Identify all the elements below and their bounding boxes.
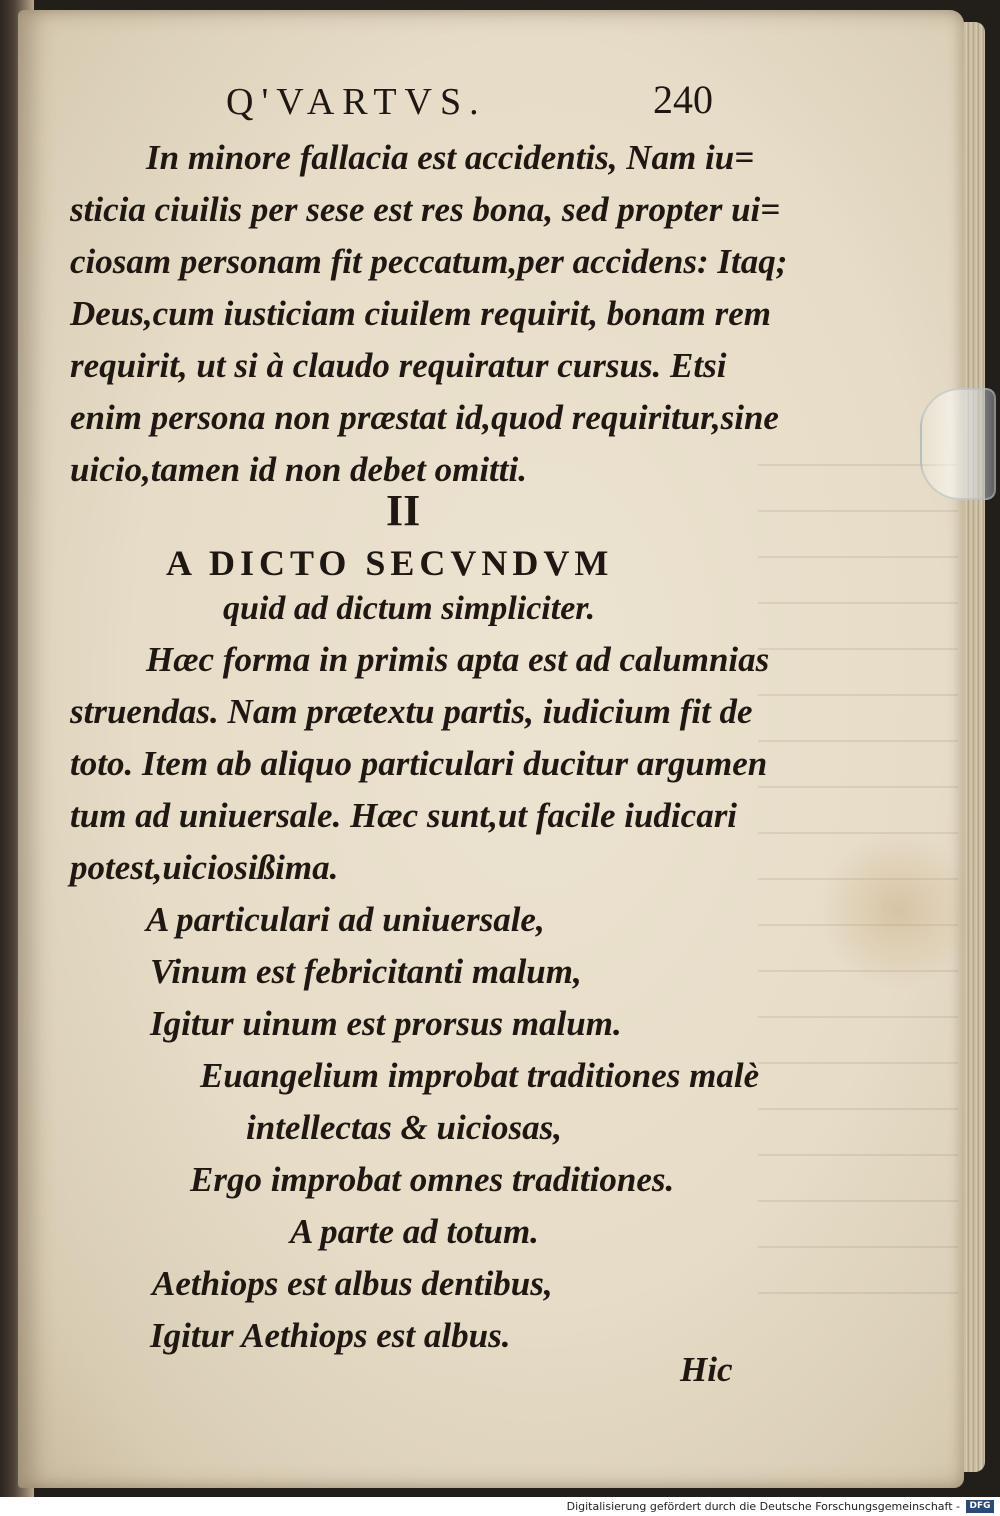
text-line: ciosam personam fit peccatum,per accidens: Itaq; [70,242,788,281]
example-line: Ergo improbat omnes traditiones. [190,1160,675,1199]
catchword: Hic [680,1350,733,1389]
example-line: Igitur uinum est prorsus malum. [150,1004,622,1043]
page-stain [823,825,973,995]
example-line: Igitur Aethiops est albus. [150,1316,511,1355]
text-line: Deus,cum iusticiam ciuilem requirit, bonam rem [70,294,772,333]
example-line: A particulari ad uniuersale, [146,900,545,939]
text-line: tum ad uniuersale. Hæc sunt,ut facile iudicari [70,796,738,835]
text-line: potest,uiciosißima. [70,848,339,887]
text-line: struendas. Nam prætextu partis, iudicium fit de [70,692,753,731]
page-number: 240 [653,77,713,122]
text-line: Hæc forma in primis apta est ad calumnias [146,640,770,679]
text-line: requirit, ut si à claudo requiratur cursus. Etsi [70,346,727,385]
example-line: Euangelium improbat traditiones malè [200,1056,760,1095]
book-page [18,10,964,1488]
section-heading: A DICTO SECVNDVM [166,543,614,583]
example-line: Aethiops est albus dentibus, [152,1264,553,1303]
text-line: toto. Item ab aliquo particulari ducitur argumen [70,744,768,783]
section-numeral: II [386,486,421,535]
text-line: In minore fallacia est accidentis, Nam iu= [146,138,755,177]
funding-note: Digitalisierung gefördert durch die Deutsche Forschungsgemeinschaft - [566,1500,960,1513]
dfg-logo: DFG [966,1500,994,1513]
example-line: Vinum est febricitanti malum, [150,952,582,991]
example-line: intellectas & uiciosas, [246,1108,562,1147]
text-line: uicio,tamen id non debet omitti. [70,450,527,489]
example-line: A parte ad totum. [290,1212,539,1251]
page-clip [920,388,996,500]
text-line: sticia ciuilis per sese est res bona, sed propter ui= [70,190,781,229]
section-subheading: quid ad dictum simpliciter. [223,590,596,627]
text-line: enim persona non præstat id,quod requiritur,sine [70,398,779,437]
running-title: Q'VARTVS. [226,81,487,123]
